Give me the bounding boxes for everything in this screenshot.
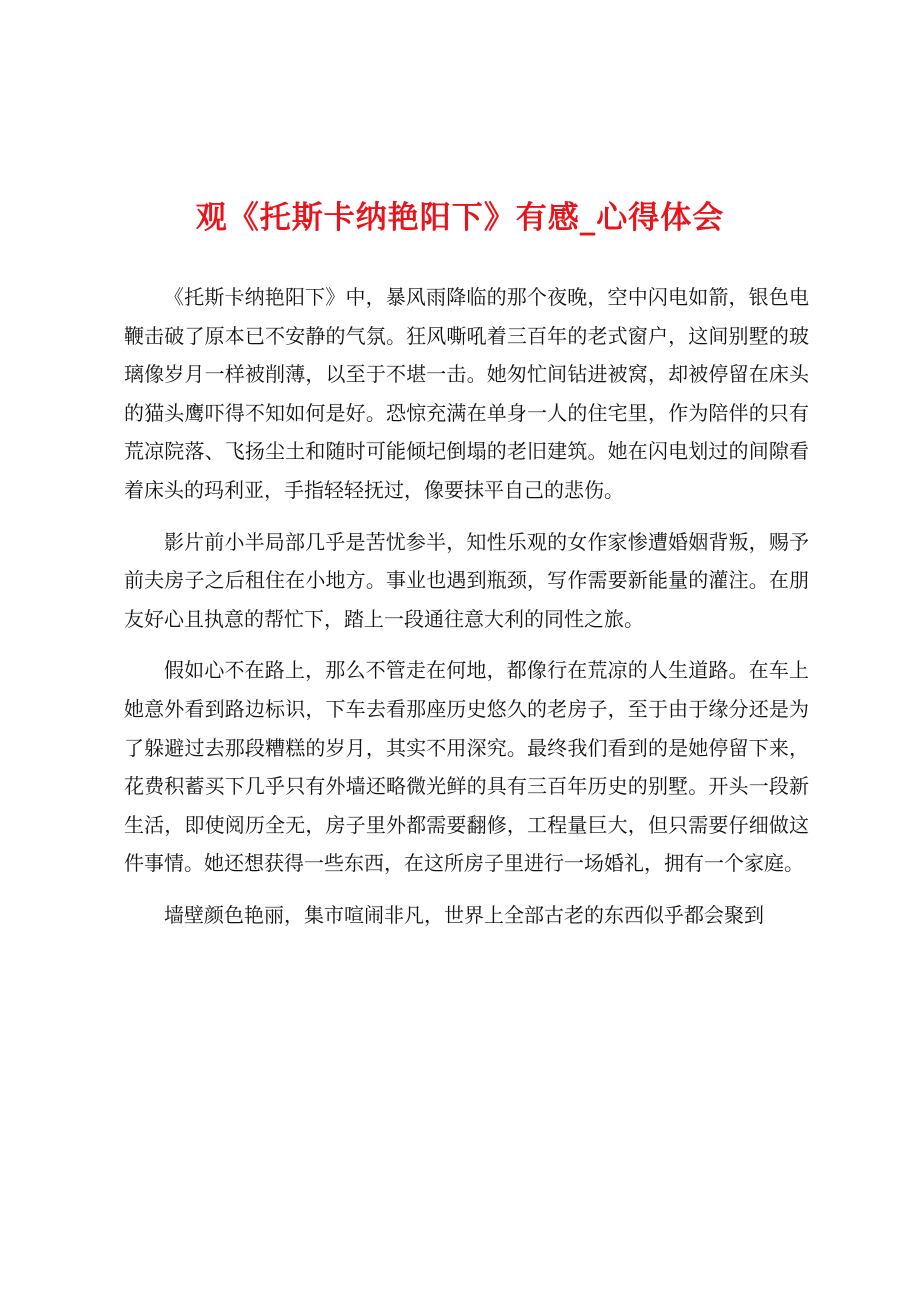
document-title: 观《托斯卡纳艳阳下》有感_心得体会 bbox=[195, 200, 725, 236]
paragraph-4: 墙壁颜色艳丽，集市喧闹非凡，世界上全部古老的东西似乎都会聚到 bbox=[164, 902, 764, 927]
paragraph-3: 假如心不在路上，那么不管走在何地，都像行在荒凉的人生道路。在车上她意外看到路边标识，下车去看那座历史悠久的老房子，至于由于缘分还是为了躲避过去那段糟糕的岁月，其实不用深究。最终我们看到的是她停留下来，花费积蓄买下几乎只有外墙还略微光鲜的具有三百年历史的别墅。开头一段新生活，即使阅历全无，房子里外都需要翻修，工程量巨大，但只需要仔细做这件事情。她还想获得一些东西，在这所房子里进行一场婚礼，拥有一个家庭。 bbox=[124, 658, 809, 876]
paragraph-1: 《托斯卡纳艳阳下》中，暴风雨降临的那个夜晚，空中闪电如箭，银色电鞭击破了原本已不安静的气氛。狂风嘶吼着三百年的老式窗户，这间别墅的玻璃像岁月一样被削薄，以至于不堪一击。她匆忙间钻进被窝，却被停留在床头的猫头鹰吓得不知如何是好。恐惊充满在单身一人的住宅里，作为陪伴的只有荒凉院落、飞扬尘土和随时可能倾圮倒塌的老旧建筑。她在闪电划过的间隙看着床头的玛利亚，手指轻轻抚过，像要抹平自己的悲伤。 bbox=[124, 285, 809, 502]
document-body bbox=[124, 278, 809, 948]
paragraph-2: 影片前小半局部几乎是苦忧参半，知性乐观的女作家惨遭婚姻背叛，赐予前夫房子之后租住在小地方。事业也遇到瓶颈，写作需要新能量的灌注。在朋友好心且执意的帮忙下，踏上一段通往意大利的同性之旅。 bbox=[124, 529, 809, 631]
